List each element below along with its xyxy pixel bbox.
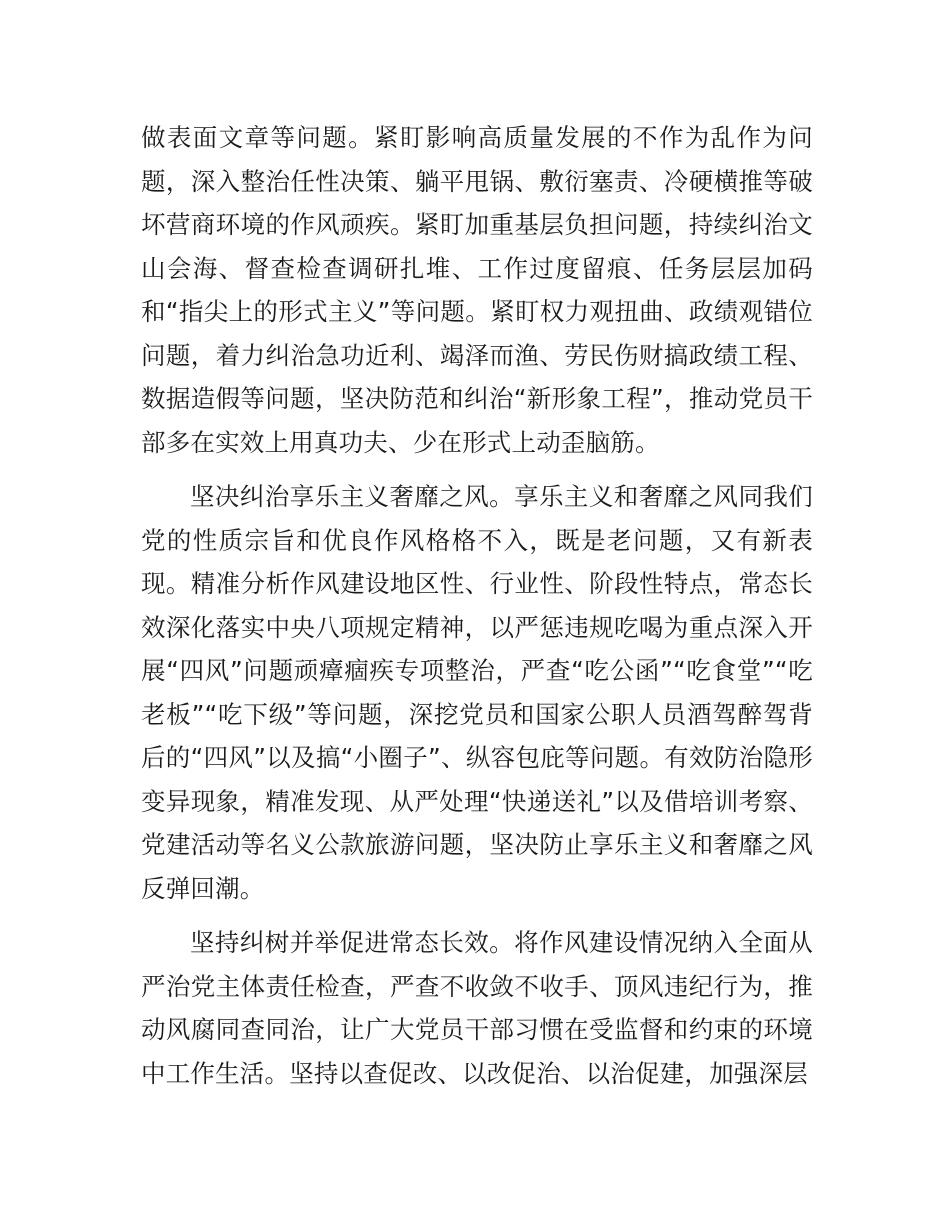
paragraph-continuation: 做表面文章等问题。紧盯影响高质量发展的不作为乱作为问题，深入整治任性决策、躺平甩锅、敷衍塞责、冷硬横推等破坏营商环境的作风顽疾。紧盯加重基层负担问题，持续纠治文山会海、督查检查调研扎堆、工作过度留痕、任务层层加码和“指尖上的形式主义”等问题。紧盯权力观扭曲、政绩观错位问题，着力纠治急功近利、竭泽而渔、劳民伤财搞政绩工程、数据造假等问题，坚决防范和纠治“新形象工程”，推动党员干部多在实效上用真功夫、少在形式上动歪脑筋。 <box>141 123 813 457</box>
paragraph-normalization: 坚持纠树并举促进常态长效。将作风建设情况纳入全面从严治党主体责任检查，严查不收敛不收手、顶风违纪行为，推动风腐同查同治，让广大党员干部习惯在受监督和约束的环境中工作生活。坚持以查促改、以改促治、以治促建，加强深层 <box>141 928 813 1088</box>
paragraph-hedonism: 坚决纠治享乐主义奢靡之风。享乐主义和奢靡之风同我们党的性质宗旨和优良作风格格不入，既是老问题，又有新表现。精准分析作风建设地区性、行业性、阶段性特点，常态长效深化落实中央八项规定精神，以严惩违规吃喝为重点深入开展“四风”问题顽瘴痼疾专项整治，严查“吃公函”“吃食堂”“吃老板”“吃下级”等问题，深挖党员和国家公职人员酒驾醉驾背后的“四风”以及搞“小圈子”、纵容包庇等问题。有效防治隐形变异现象，精准发现、从严处理“快递送礼”以及借培训考察、党建活动等名义公款旅游问题，坚决防止享乐主义和奢靡之风反弹回潮。 <box>141 482 813 903</box>
document-body <box>141 116 813 1106</box>
